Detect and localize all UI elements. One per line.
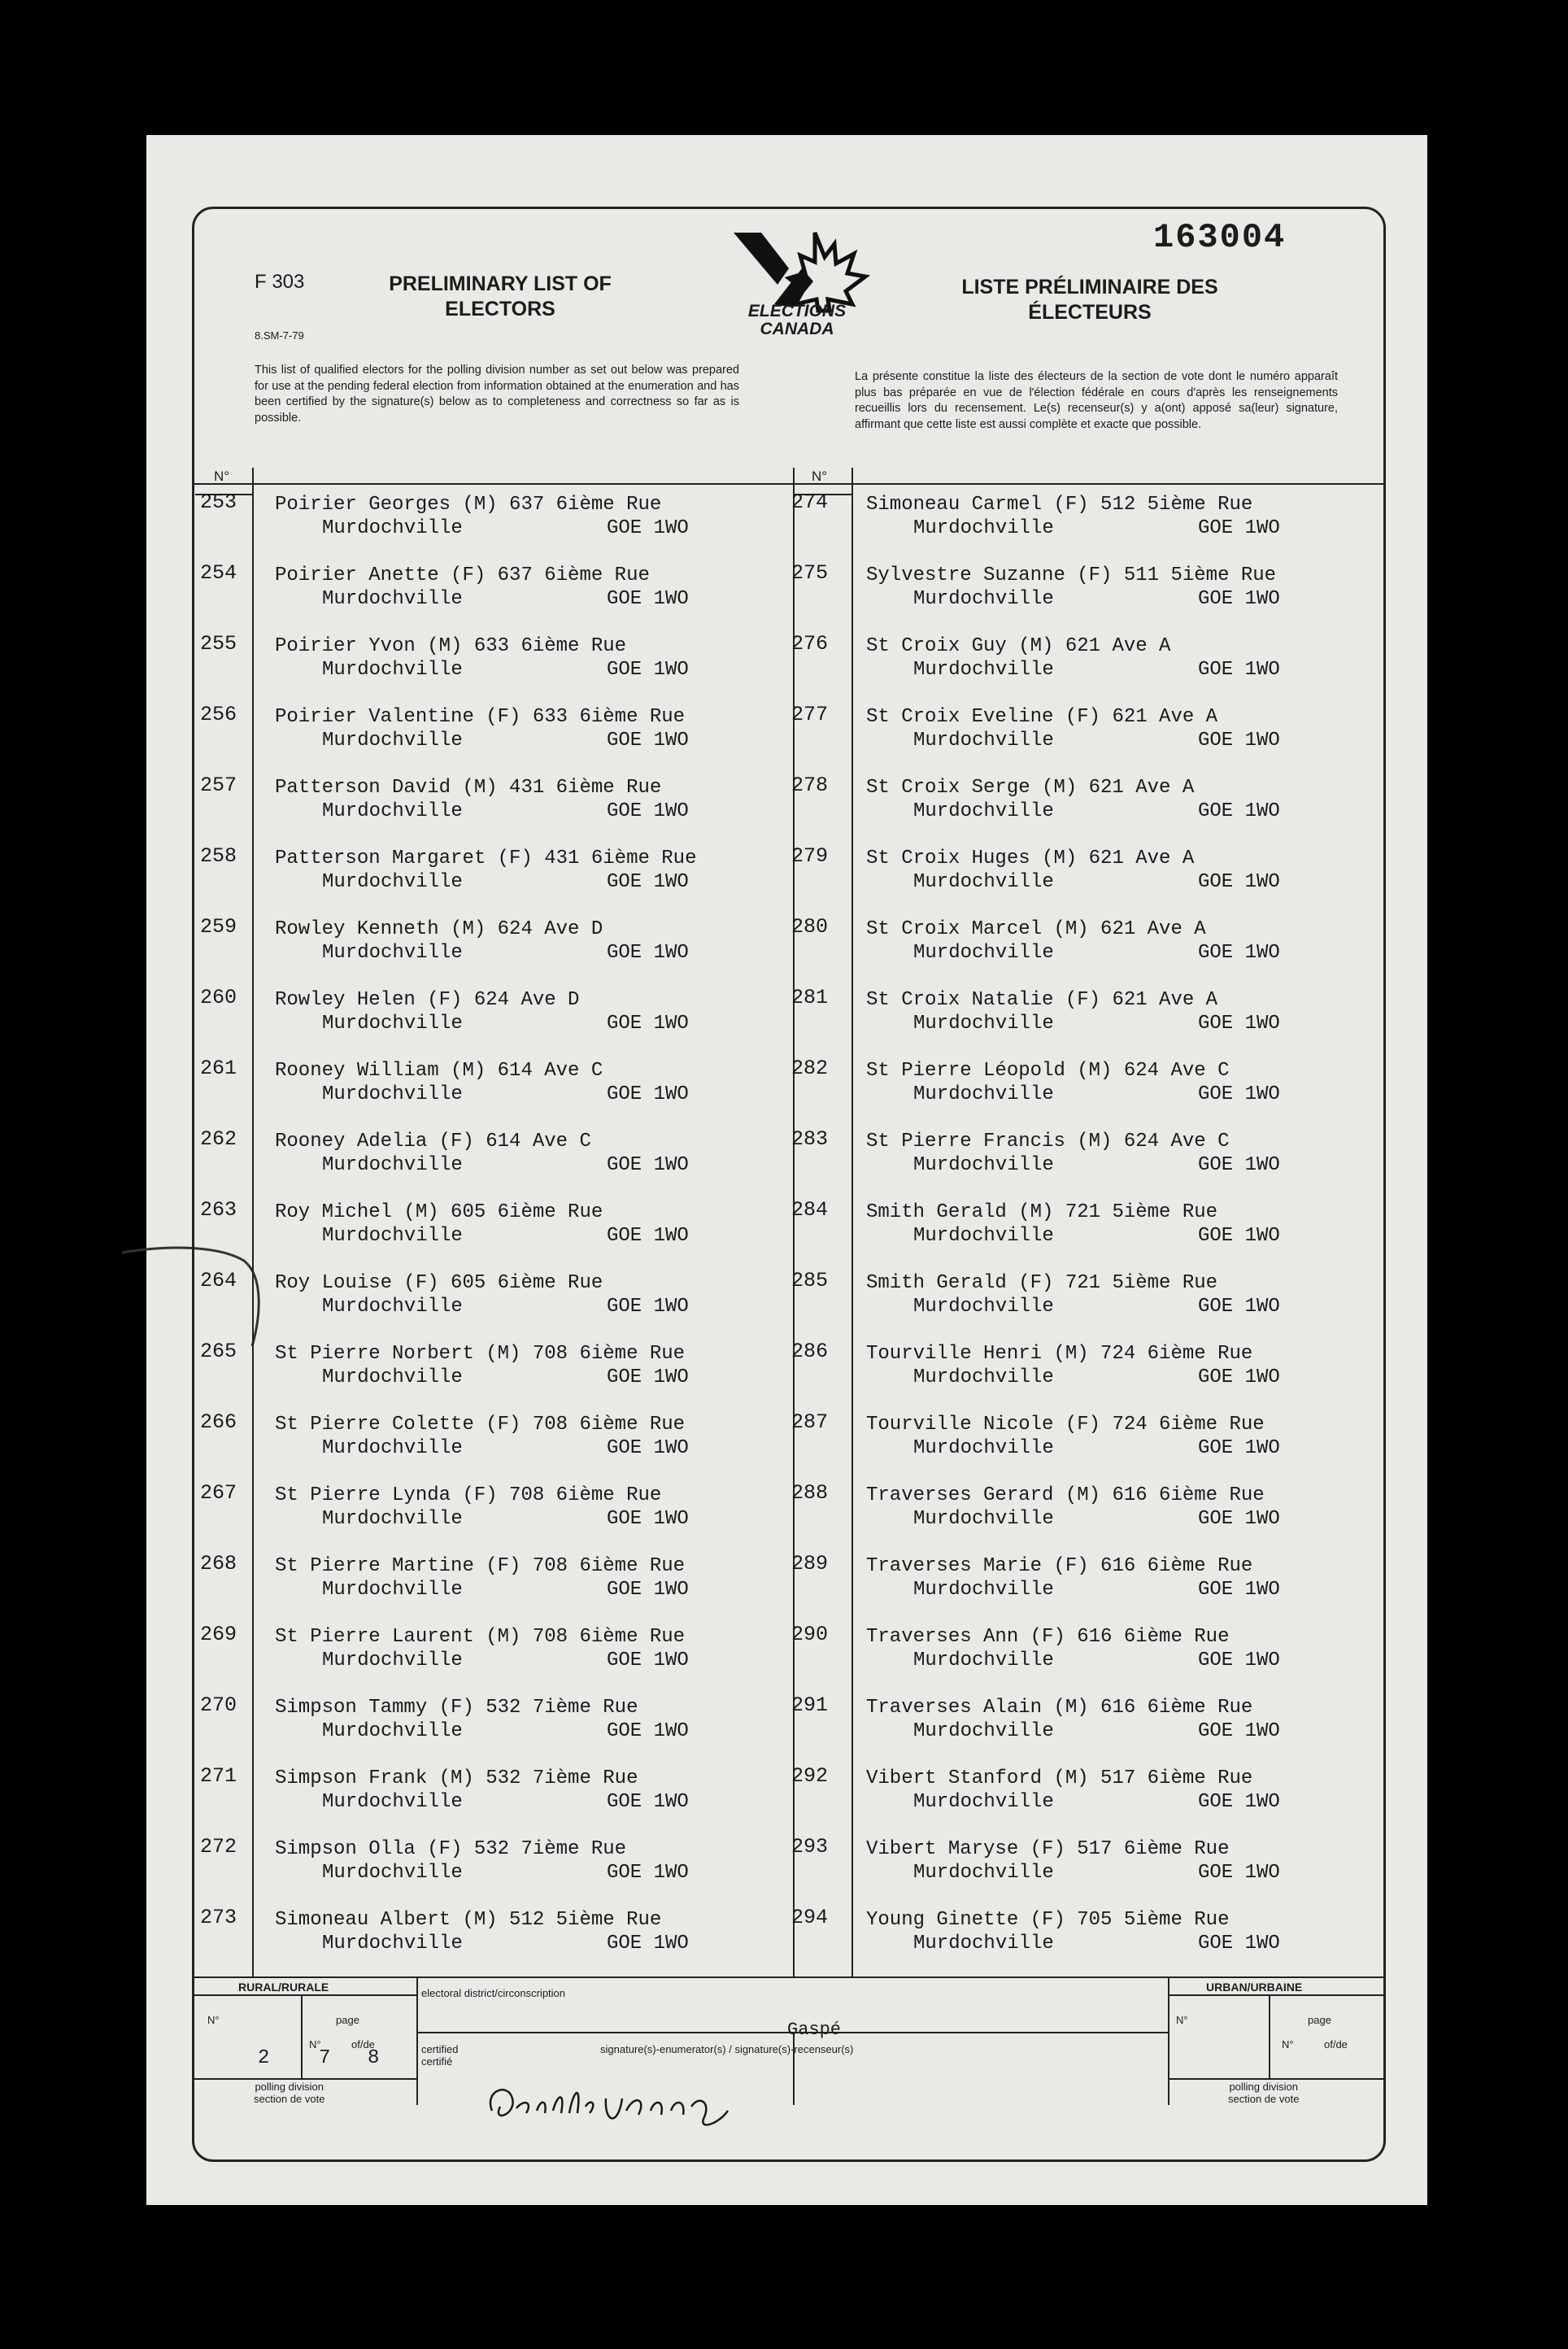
elector-entry: [791, 490, 1377, 542]
entry-postal-code: GOE 1WO: [607, 730, 689, 752]
entry-postal-code: GOE 1WO: [607, 1862, 689, 1884]
entry-postal-code: GOE 1WO: [1198, 1366, 1280, 1388]
entry-number: 292: [791, 1764, 829, 1788]
entry-name-address: Smith Gerald (F) 721 5ième Rue: [866, 1272, 1218, 1294]
entry-number: 260: [200, 986, 237, 1009]
logo-wordmark: ELECTIONS CANADA: [747, 302, 847, 338]
entry-postal-code: GOE 1WO: [607, 659, 689, 681]
entry-postal-code: GOE 1WO: [607, 871, 689, 893]
entry-municipality: Murdochville: [913, 517, 1054, 539]
entry-postal-code: GOE 1WO: [1198, 1013, 1280, 1035]
entry-name-address: St Croix Eveline (F) 621 Ave A: [866, 706, 1218, 728]
entry-number: 265: [200, 1340, 237, 1363]
elector-entry: [200, 844, 786, 896]
serial-number: 163004: [1153, 218, 1287, 257]
title-english: PRELIMINARY LIST OF ELECTORS: [389, 272, 612, 320]
entry-number: 261: [200, 1057, 237, 1080]
entry-municipality: Murdochville: [913, 1366, 1054, 1388]
entry-municipality: Murdochville: [322, 588, 463, 610]
entry-postal-code: GOE 1WO: [1198, 1579, 1280, 1601]
entry-number: 272: [200, 1835, 237, 1859]
entry-municipality: Murdochville: [322, 1154, 463, 1176]
urban-page-label: page: [1308, 2014, 1331, 2026]
entry-postal-code: GOE 1WO: [607, 1437, 689, 1459]
elector-entry: [200, 776, 786, 825]
entry-postal-code: GOE 1WO: [1198, 1720, 1280, 1742]
elector-entry: [200, 1198, 786, 1249]
entry-number: 267: [200, 1481, 237, 1505]
entry-postal-code: GOE 1WO: [607, 1579, 689, 1601]
entry-postal-code: GOE 1WO: [1198, 1508, 1280, 1530]
entry-name-address: Poirier Anette (F) 637 6ième Rue: [275, 564, 650, 586]
entry-number: 277: [791, 703, 829, 726]
entry-postal-code: GOE 1WO: [607, 1296, 689, 1318]
entry-number: 258: [200, 844, 237, 868]
entry-number: 287: [791, 1410, 829, 1434]
entry-postal-code: GOE 1WO: [1198, 942, 1280, 964]
entry-municipality: Murdochville: [322, 1437, 463, 1459]
entry-name-address: Simpson Frank (M) 532 7ième Rue: [275, 1767, 638, 1789]
entry-postal-code: GOE 1WO: [1198, 1296, 1280, 1318]
entry-postal-code: GOE 1WO: [1198, 517, 1280, 539]
entry-number: 288: [791, 1481, 829, 1505]
entry-name-address: Vibert Stanford (M) 517 6ième Rue: [866, 1767, 1253, 1789]
entry-municipality: Murdochville: [322, 1013, 463, 1035]
entry-municipality: Murdochville: [322, 1791, 463, 1813]
footer-rule-page: [301, 1994, 303, 2078]
entry-postal-code: GOE 1WO: [607, 1508, 689, 1530]
entry-postal-code: GOE 1WO: [1198, 1862, 1280, 1884]
rural-polling-division: polling division section de vote: [254, 2081, 325, 2105]
entry-municipality: Murdochville: [913, 1437, 1054, 1459]
elector-entry: [791, 634, 1377, 683]
elector-entry: [791, 1693, 1377, 1745]
entry-number: 286: [791, 1340, 829, 1363]
entry-number: 256: [200, 703, 237, 726]
elector-entry: [791, 844, 1377, 896]
entry-municipality: Murdochville: [913, 588, 1054, 610]
no-header-left: N°: [214, 468, 230, 484]
entry-name-address: Young Ginette (F) 705 5ième Rue: [866, 1909, 1230, 1931]
rural-page-of: 8: [368, 2047, 380, 2069]
entry-number: 257: [200, 774, 237, 797]
footer-rule-polling: [192, 2078, 416, 2080]
elector-entry: [791, 705, 1377, 754]
elector-entry: [200, 561, 786, 612]
urban-no-label: N°: [1176, 2014, 1188, 2026]
entry-number: 262: [200, 1127, 237, 1151]
entry-postal-code: GOE 1WO: [1198, 730, 1280, 752]
elector-entry: [200, 988, 786, 1037]
elector-entry: [791, 1059, 1377, 1108]
entry-municipality: Murdochville: [913, 1862, 1054, 1884]
elector-entry: [200, 1342, 786, 1391]
entry-postal-code: GOE 1WO: [607, 1083, 689, 1105]
entry-municipality: Murdochville: [913, 800, 1054, 822]
entry-municipality: Murdochville: [913, 1083, 1054, 1105]
entry-postal-code: GOE 1WO: [1198, 588, 1280, 610]
entry-name-address: Tourville Henri (M) 724 6ième Rue: [866, 1343, 1253, 1365]
entry-number: 270: [200, 1693, 237, 1717]
entry-municipality: Murdochville: [913, 659, 1054, 681]
form-code-sub: 8.SM-7-79: [255, 329, 304, 342]
entry-name-address: Traverses Ann (F) 616 6ième Rue: [866, 1626, 1230, 1648]
footer-rule-mid: [192, 1994, 416, 1996]
entry-number: 253: [200, 490, 237, 514]
entry-name-address: Simpson Olla (F) 532 7ième Rue: [275, 1838, 627, 1860]
entry-postal-code: GOE 1WO: [1198, 1083, 1280, 1105]
urban-no-label-2: N°: [1282, 2038, 1294, 2050]
entry-name-address: Simpson Tammy (F) 532 7ième Rue: [275, 1697, 638, 1719]
entry-municipality: Murdochville: [913, 1296, 1054, 1318]
entry-number: 274: [791, 490, 829, 514]
elector-entry: [200, 490, 786, 542]
entry-municipality: Murdochville: [322, 1650, 463, 1671]
entry-name-address: Tourville Nicole (F) 724 6ième Rue: [866, 1414, 1265, 1436]
entry-postal-code: GOE 1WO: [1198, 800, 1280, 822]
entry-name-address: Rowley Helen (F) 624 Ave D: [275, 989, 580, 1011]
entry-municipality: Murdochville: [322, 1933, 463, 1955]
certified-label: certified certifié: [421, 2043, 459, 2068]
entry-postal-code: GOE 1WO: [1198, 1933, 1280, 1955]
entry-number: 282: [791, 1057, 829, 1080]
elector-entry: [791, 1342, 1377, 1391]
entry-municipality: Murdochville: [322, 659, 463, 681]
entry-municipality: Murdochville: [322, 942, 463, 964]
rural-no-label: N°: [207, 2014, 220, 2026]
elector-entry: [200, 1693, 786, 1745]
entry-number: 254: [200, 561, 237, 585]
entry-name-address: St Pierre Francis (M) 624 Ave C: [866, 1131, 1230, 1153]
entry-name-address: St Pierre Norbert (M) 708 6ième Rue: [275, 1343, 686, 1365]
elector-entry: [791, 1554, 1377, 1603]
entry-postal-code: GOE 1WO: [1198, 1154, 1280, 1176]
entry-municipality: Murdochville: [913, 1225, 1054, 1247]
entry-number: 278: [791, 774, 829, 797]
elector-entry: [200, 1908, 786, 1957]
entry-municipality: Murdochville: [322, 1579, 463, 1601]
entry-number: 280: [791, 915, 829, 939]
entry-name-address: Patterson Margaret (F) 431 6ième Rue: [275, 848, 697, 869]
elector-entry: [791, 561, 1377, 612]
entry-postal-code: GOE 1WO: [607, 1366, 689, 1388]
entry-name-address: Smith Gerald (M) 721 5ième Rue: [866, 1201, 1218, 1223]
entry-municipality: Murdochville: [913, 1579, 1054, 1601]
form-code: F 303: [255, 271, 305, 293]
elector-entry: [791, 1764, 1377, 1815]
entry-name-address: St Croix Natalie (F) 621 Ave A: [866, 989, 1218, 1011]
entry-number: 266: [200, 1410, 237, 1434]
elector-entry: [200, 1764, 786, 1815]
enumerator-signature: [476, 2066, 744, 2139]
entry-number: 283: [791, 1127, 829, 1151]
entry-postal-code: GOE 1WO: [607, 1154, 689, 1176]
entry-municipality: Murdochville: [913, 1933, 1054, 1955]
elector-entry: [791, 1410, 1377, 1462]
elector-entry: [791, 776, 1377, 825]
entry-name-address: Roy Michel (M) 605 6ième Rue: [275, 1201, 603, 1223]
entry-name-address: St Croix Marcel (M) 621 Ave A: [866, 918, 1206, 940]
rural-division-no: 2: [258, 2047, 270, 2069]
entry-name-address: Patterson David (M) 431 6ième Rue: [275, 777, 662, 799]
entry-municipality: Murdochville: [913, 730, 1054, 752]
elector-entry: [200, 1554, 786, 1603]
entry-postal-code: GOE 1WO: [607, 517, 689, 539]
entry-postal-code: GOE 1WO: [1198, 871, 1280, 893]
entry-postal-code: GOE 1WO: [607, 942, 689, 964]
footer-rule-polling-2: [1168, 2078, 1386, 2080]
entry-name-address: Poirier Yvon (M) 633 6ième Rue: [275, 635, 627, 657]
entry-name-address: Sylvestre Suzanne (F) 511 5ième Rue: [866, 564, 1277, 586]
entry-number: 273: [200, 1906, 237, 1929]
entry-municipality: Murdochville: [322, 1083, 463, 1105]
entry-municipality: Murdochville: [913, 1650, 1054, 1671]
entry-number: 264: [200, 1269, 237, 1292]
title-french: LISTE PRÉLIMINAIRE DES ÉLECTEURS: [961, 276, 1218, 324]
intro-english: This list of qualified electors for the polling division number as set out below was prepared for use at the pending federal election from information obtained at the enumeration and has been certified by the signature(s) below as to completeness and correctness so far as is possible.: [255, 364, 739, 425]
entry-number: 276: [791, 632, 829, 656]
elector-entry: [200, 917, 786, 966]
entry-name-address: St Croix Guy (M) 621 Ave A: [866, 635, 1171, 657]
rural-label: RURAL/RURALE: [238, 1981, 329, 1994]
entry-municipality: Murdochville: [913, 1791, 1054, 1813]
entry-number: 268: [200, 1552, 237, 1575]
footer-rule-rural: [416, 1976, 418, 2105]
entry-municipality: Murdochville: [913, 1720, 1054, 1742]
entry-municipality: Murdochville: [913, 1154, 1054, 1176]
entry-name-address: Rooney Adelia (F) 614 Ave C: [275, 1131, 591, 1153]
elector-entry: [791, 988, 1377, 1037]
entry-number: 294: [791, 1906, 829, 1929]
elector-entry: [200, 1059, 786, 1108]
elector-entry: [200, 1410, 786, 1462]
entry-postal-code: GOE 1WO: [607, 1933, 689, 1955]
table-top-rule: [192, 483, 1386, 485]
rural-page-no: 7: [319, 2047, 331, 2069]
signature-label: signature(s)-enumerator(s) / signature(s)-recenseur(s): [600, 2043, 854, 2055]
entry-number: 263: [200, 1198, 237, 1222]
entry-municipality: Murdochville: [913, 942, 1054, 964]
entry-postal-code: GOE 1WO: [607, 1720, 689, 1742]
elector-entry: [200, 1481, 786, 1532]
footer-top-rule: [192, 1976, 1386, 1978]
entry-name-address: Simoneau Carmel (F) 512 5ième Rue: [866, 494, 1253, 516]
entry-municipality: Murdochville: [913, 871, 1054, 893]
rural-no-label-2: N°: [309, 2038, 321, 2050]
entry-municipality: Murdochville: [322, 1720, 463, 1742]
entry-postal-code: GOE 1WO: [607, 1013, 689, 1035]
entry-name-address: Rowley Kenneth (M) 624 Ave D: [275, 918, 603, 940]
rural-of-label: of/de: [351, 2038, 375, 2050]
elector-entry: [200, 1625, 786, 1674]
entry-postal-code: GOE 1WO: [607, 800, 689, 822]
entry-number: 284: [791, 1198, 829, 1222]
entry-number: 285: [791, 1269, 829, 1292]
entry-postal-code: GOE 1WO: [1198, 1225, 1280, 1247]
entry-postal-code: GOE 1WO: [607, 1225, 689, 1247]
entry-name-address: Traverses Gerard (M) 616 6ième Rue: [866, 1484, 1265, 1506]
footer-rule-mid-2: [1168, 1994, 1386, 1996]
entry-name-address: Poirier Valentine (F) 633 6ième Rue: [275, 706, 686, 728]
elector-entry: [791, 1908, 1377, 1957]
entry-number: 259: [200, 915, 237, 939]
entry-number: 291: [791, 1693, 829, 1717]
entry-number: 279: [791, 844, 829, 868]
elector-entry: [791, 917, 1377, 966]
entry-municipality: Murdochville: [322, 1296, 463, 1318]
entry-municipality: Murdochville: [913, 1013, 1054, 1035]
elector-entry: [200, 634, 786, 683]
entry-name-address: Vibert Maryse (F) 517 6ième Rue: [866, 1838, 1230, 1860]
urban-label: URBAN/URBAINE: [1206, 1981, 1303, 1994]
entry-name-address: Poirier Georges (M) 637 6ième Rue: [275, 494, 662, 516]
entry-postal-code: GOE 1WO: [607, 588, 689, 610]
entry-municipality: Murdochville: [322, 1862, 463, 1884]
entry-municipality: Murdochville: [322, 730, 463, 752]
entry-postal-code: GOE 1WO: [607, 1650, 689, 1671]
entry-name-address: St Pierre Colette (F) 708 6ième Rue: [275, 1414, 686, 1436]
rural-page-label: page: [336, 2014, 359, 2026]
urban-of-label: of/de: [1324, 2038, 1348, 2050]
entry-name-address: St Pierre Laurent (M) 708 6ième Rue: [275, 1626, 686, 1648]
intro-french: La présente constitue la liste des électeurs de la section de vote dont le numéro apparaît plus bas préparée en vue de l'élection fédérale en cours d'après les renseignements recueillis lors du recensement. Le(s) recenseur(s) y a(ont) apposé sa(leur) signature, affirmant que cette liste est aussi complète et exacte que possible.: [855, 370, 1338, 431]
elector-entry: [200, 1271, 786, 1320]
entry-number: 269: [200, 1623, 237, 1646]
elector-entry: [200, 705, 786, 754]
entry-number: 289: [791, 1552, 829, 1575]
urban-polling-division: polling division section de vote: [1228, 2081, 1300, 2105]
entry-name-address: St Pierre Lynda (F) 708 6ième Rue: [275, 1484, 662, 1506]
no-header-right: N°: [812, 468, 828, 484]
entry-name-address: St Pierre Léopold (M) 624 Ave C: [866, 1060, 1230, 1082]
entry-postal-code: GOE 1WO: [1198, 1791, 1280, 1813]
entry-name-address: St Croix Huges (M) 621 Ave A: [866, 848, 1195, 869]
elector-entry: [791, 1481, 1377, 1532]
footer-rule-page-2: [1269, 1994, 1270, 2078]
entry-number: 293: [791, 1835, 829, 1859]
entry-municipality: Murdochville: [322, 1366, 463, 1388]
entry-name-address: St Croix Serge (M) 621 Ave A: [866, 777, 1195, 799]
elector-entry: [791, 1127, 1377, 1179]
district-label: electoral district/circonscription: [421, 1987, 566, 1999]
elector-entry: [200, 1127, 786, 1179]
district-value: Gaspé: [787, 2020, 842, 2040]
entry-postal-code: GOE 1WO: [1198, 659, 1280, 681]
elector-entry: [791, 1837, 1377, 1886]
entry-number: 255: [200, 632, 237, 656]
elector-entry: [791, 1271, 1377, 1320]
entry-name-address: St Pierre Martine (F) 708 6ième Rue: [275, 1555, 686, 1577]
entry-name-address: Simoneau Albert (M) 512 5ième Rue: [275, 1909, 662, 1931]
elector-entry: [791, 1198, 1377, 1249]
entry-municipality: Murdochville: [322, 1225, 463, 1247]
elector-entry: [200, 1837, 786, 1886]
entry-municipality: Murdochville: [322, 800, 463, 822]
entry-municipality: Murdochville: [913, 1508, 1054, 1530]
entry-postal-code: GOE 1WO: [607, 1791, 689, 1813]
entry-postal-code: GOE 1WO: [1198, 1650, 1280, 1671]
entry-postal-code: GOE 1WO: [1198, 1437, 1280, 1459]
entry-name-address: Traverses Alain (M) 616 6ième Rue: [866, 1697, 1253, 1719]
elector-entry: [791, 1625, 1377, 1674]
entry-number: 275: [791, 561, 829, 585]
entry-municipality: Murdochville: [322, 1508, 463, 1530]
entry-municipality: Murdochville: [322, 871, 463, 893]
entry-number: 271: [200, 1764, 237, 1788]
entry-municipality: Murdochville: [322, 517, 463, 539]
entry-name-address: Rooney William (M) 614 Ave C: [275, 1060, 603, 1082]
entry-name-address: Traverses Marie (F) 616 6ième Rue: [866, 1555, 1253, 1577]
entry-name-address: Roy Louise (F) 605 6ième Rue: [275, 1272, 603, 1294]
entry-number: 281: [791, 986, 829, 1009]
entry-number: 290: [791, 1623, 829, 1646]
